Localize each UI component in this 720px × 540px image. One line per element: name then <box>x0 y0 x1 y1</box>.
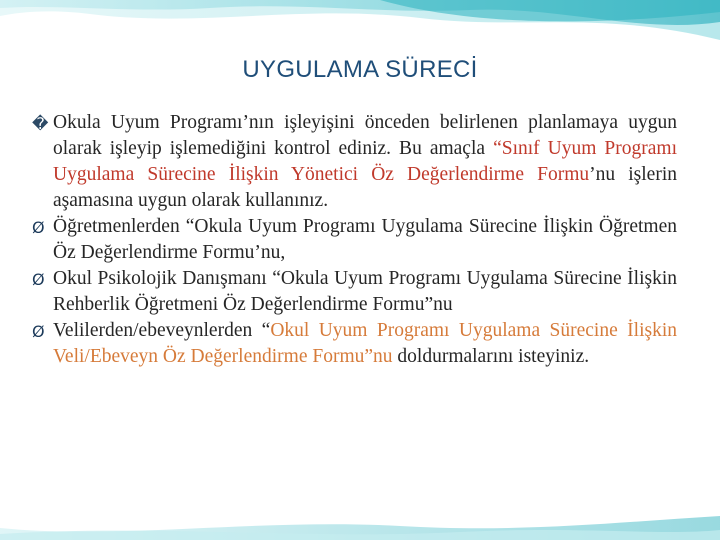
paragraph-2-text: Öğretmenlerden “Okula Uyum Programı Uygulama Sürecine İlişkin Öğretmen Öz Değerlendirme Formu’nu, <box>53 216 677 263</box>
top-wave-decoration <box>0 0 720 60</box>
arrow-bullet-icon: Ø <box>32 218 45 237</box>
paragraph-3 <box>32 266 677 318</box>
paragraph-3-text: Okul Psikolojik Danışmanı “Okula Uyum Programı Uygulama Sürecine İlişkin Rehberlik Öğretmeni Öz Değerlendirme Formu”nu <box>53 268 677 315</box>
arrow-bullet-icon: Ø <box>32 270 45 289</box>
paragraph-1-form-name: “Sınıf Uyum Programı Uygulama Sürecine İlişkin Yönetici Öz Değerlendirme Formu <box>53 138 677 185</box>
paragraph-4 <box>32 318 677 370</box>
paragraph-4-form-name: Okul Uyum Programı Uygulama Sürecine İlişkin Veli/Ebeveyn Öz Değerlendirme Formu”nu <box>53 320 677 367</box>
missing-glyph-box-icon: � <box>32 114 49 133</box>
paragraph-4-text: Velilerden/ebeveynlerden “ <box>53 320 271 341</box>
paragraph-1-text-end: ’nu işlerin aşamasına uygun olarak kullanınız. <box>53 164 677 211</box>
bottom-wave-decoration <box>0 510 720 540</box>
paragraph-1-text: Okula Uyum Programı’nın işleyişini önceden belirlenen planlamaya uygun olarak işleyip işlemediğini kontrol ediniz. Bu amaçla <box>53 112 677 159</box>
paragraph-4-text-end: doldurmalarını isteyiniz. <box>392 346 590 367</box>
slide-body <box>32 110 677 370</box>
paragraph-1 <box>32 110 677 214</box>
page-title: UYGULAMA SÜRECİ <box>242 56 478 83</box>
paragraph-2 <box>32 214 677 266</box>
arrow-bullet-icon: Ø <box>32 322 45 341</box>
